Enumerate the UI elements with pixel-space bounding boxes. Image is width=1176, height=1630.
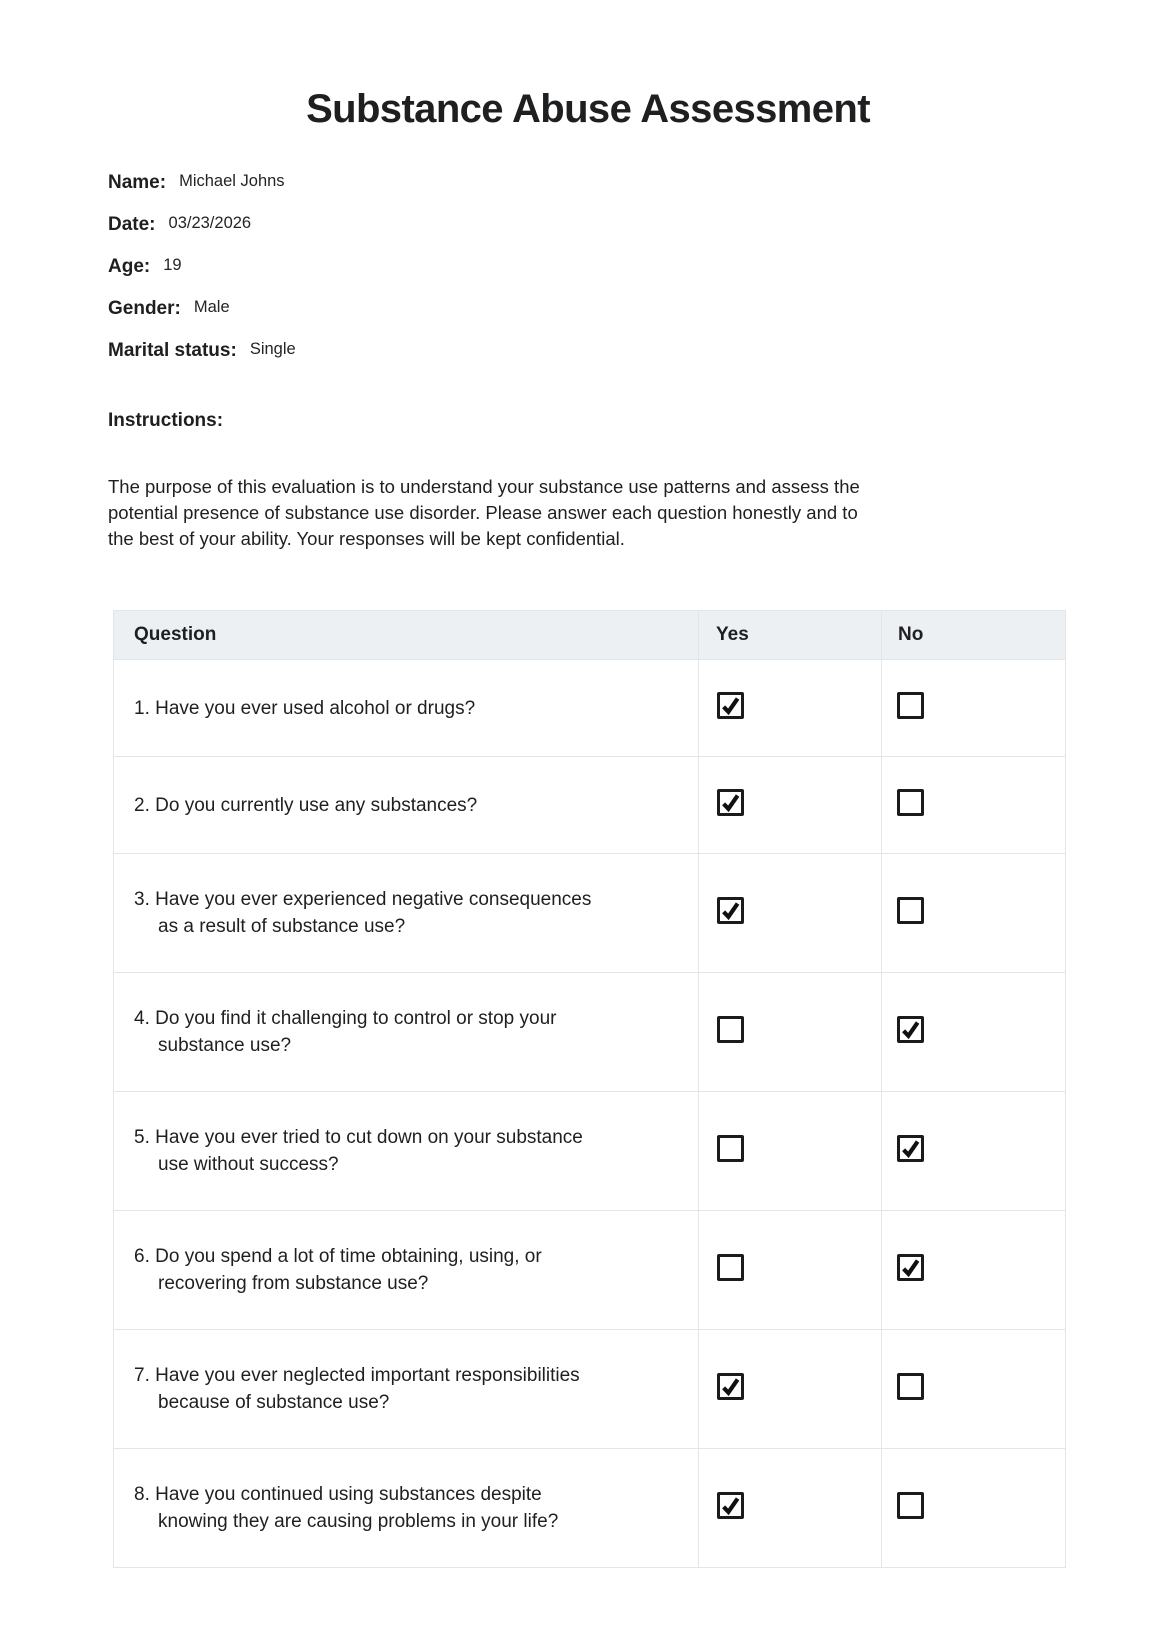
- no-cell: [882, 1449, 1066, 1568]
- checkmark-icon: [720, 1495, 741, 1516]
- question-cell: [114, 854, 699, 973]
- field-label: Marital status:: [108, 340, 237, 361]
- instructions-heading: Instructions:: [108, 410, 224, 431]
- question-text-line: 2. Do you currently use any substances?: [134, 794, 478, 816]
- yes-checkbox[interactable]: [717, 1135, 744, 1162]
- yes-checkbox[interactable]: [717, 1373, 744, 1400]
- no-checkbox[interactable]: [897, 1373, 924, 1400]
- question-cell: [114, 1211, 699, 1330]
- table-row: [114, 973, 1066, 1092]
- column-header-question: Question: [114, 611, 699, 660]
- table-row: [114, 660, 1066, 757]
- yes-checkbox[interactable]: [717, 692, 744, 719]
- yes-cell: [699, 1330, 882, 1449]
- page-title: Substance Abuse Assessment: [306, 87, 870, 131]
- yes-checkbox[interactable]: [717, 1492, 744, 1519]
- table-header-row: [114, 611, 1066, 660]
- field-label: Date:: [108, 214, 156, 235]
- info-field: [108, 256, 1068, 278]
- question-text-line: substance use?: [158, 1035, 292, 1056]
- table-row: [114, 1211, 1066, 1330]
- field-value: Michael Johns: [179, 172, 285, 190]
- question-text-line: recovering from substance use?: [158, 1273, 429, 1294]
- no-cell: [882, 1092, 1066, 1211]
- instructions-line: The purpose of this evaluation is to understand your substance use patterns and assess the: [108, 476, 860, 497]
- yes-cell: [699, 660, 882, 757]
- no-cell: [882, 1330, 1066, 1449]
- question-text-line: use without success?: [158, 1154, 339, 1175]
- no-cell: [882, 854, 1066, 973]
- assessment-table: [113, 610, 1066, 1568]
- no-checkbox[interactable]: [897, 789, 924, 816]
- field-value: Male: [193, 298, 230, 316]
- checkmark-icon: [720, 900, 741, 921]
- question-cell: [114, 1449, 699, 1568]
- question-cell: [114, 973, 699, 1092]
- yes-checkbox[interactable]: [717, 897, 744, 924]
- yes-cell: [699, 854, 882, 973]
- question-text-line: because of substance use?: [158, 1392, 390, 1413]
- table-row: [114, 757, 1066, 854]
- table-row: [114, 1449, 1066, 1568]
- yes-checkbox[interactable]: [717, 789, 744, 816]
- no-checkbox[interactable]: [897, 897, 924, 924]
- field-value: 19: [163, 256, 182, 274]
- checkmark-icon: [720, 792, 741, 813]
- no-checkbox[interactable]: [897, 1492, 924, 1519]
- patient-info-section: [108, 172, 1068, 362]
- question-text-line: as a result of substance use?: [158, 916, 406, 937]
- yes-checkbox[interactable]: [717, 1254, 744, 1281]
- instructions-line: potential presence of substance use disorder. Please answer each question honestly and to: [108, 502, 858, 523]
- field-label: Age:: [108, 256, 151, 277]
- no-checkbox[interactable]: [897, 692, 924, 719]
- yes-cell: [699, 973, 882, 1092]
- no-checkbox[interactable]: [897, 1016, 924, 1043]
- checkmark-icon: [900, 1019, 921, 1040]
- no-cell: [882, 757, 1066, 854]
- no-cell: [882, 1211, 1066, 1330]
- question-text-line: 5. Have you ever tried to cut down on your substance: [134, 1127, 583, 1148]
- question-text-line: 3. Have you ever experienced negative consequences: [134, 889, 592, 910]
- yes-cell: [699, 1449, 882, 1568]
- question-cell: [114, 1092, 699, 1211]
- table-row: [114, 854, 1066, 973]
- field-value: 03/23/2026: [168, 214, 252, 232]
- info-field: [108, 298, 1068, 320]
- question-cell: [114, 660, 699, 757]
- checkmark-icon: [720, 1376, 741, 1397]
- table-row: [114, 1330, 1066, 1449]
- no-checkbox[interactable]: [897, 1135, 924, 1162]
- question-text-line: 8. Have you continued using substances despite: [134, 1484, 542, 1505]
- yes-checkbox[interactable]: [717, 1016, 744, 1043]
- table-row: [114, 1092, 1066, 1211]
- column-header-no: No: [882, 611, 1066, 660]
- instructions-line: the best of your ability. Your responses will be kept confidential.: [108, 528, 625, 549]
- checkmark-icon: [900, 1257, 921, 1278]
- checkmark-icon: [900, 1138, 921, 1159]
- question-text-line: 4. Do you find it challenging to control or stop your: [134, 1008, 557, 1029]
- question-cell: [114, 1330, 699, 1449]
- field-label: Name:: [108, 172, 167, 193]
- question-text-line: 7. Have you ever neglected important responsibilities: [134, 1365, 580, 1386]
- yes-cell: [699, 1211, 882, 1330]
- yes-cell: [699, 757, 882, 854]
- yes-cell: [699, 1092, 882, 1211]
- info-field: [108, 214, 1068, 236]
- question-text-line: 1. Have you ever used alcohol or drugs?: [134, 697, 476, 719]
- question-cell: [114, 757, 699, 854]
- instructions-paragraph: [108, 474, 1068, 552]
- no-cell: [882, 973, 1066, 1092]
- info-field: [108, 172, 1068, 194]
- checkmark-icon: [720, 695, 741, 716]
- question-text-line: knowing they are causing problems in your life?: [158, 1511, 559, 1532]
- no-checkbox[interactable]: [897, 1254, 924, 1281]
- field-label: Gender:: [108, 298, 181, 319]
- no-cell: [882, 660, 1066, 757]
- info-field: [108, 340, 1068, 362]
- question-text-line: 6. Do you spend a lot of time obtaining, using, or: [134, 1246, 542, 1267]
- field-value: Single: [249, 340, 296, 358]
- column-header-yes: Yes: [699, 611, 882, 660]
